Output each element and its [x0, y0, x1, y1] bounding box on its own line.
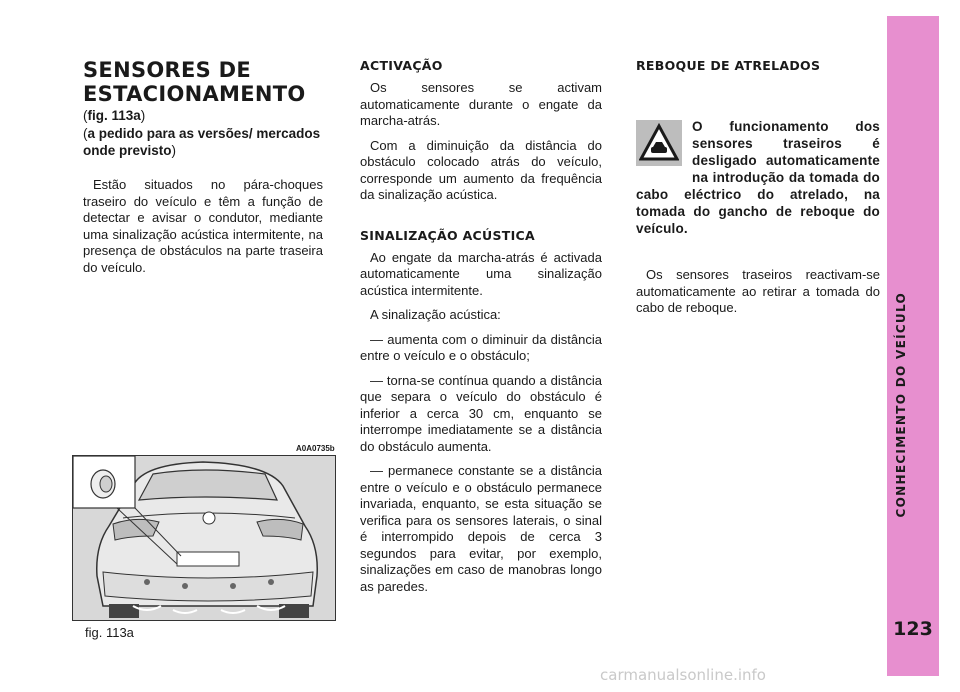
warning-block	[636, 118, 880, 237]
availability-note: (a pedido para as versões/ mercados onde previsto)	[83, 126, 321, 158]
paragraph: Os sensores se activam automaticamente durante o engate da marcha-atrás.	[360, 80, 602, 128]
heading-activation: ACTIVAÇÃO	[360, 58, 443, 73]
figure-caption: fig. 113a	[85, 625, 134, 640]
column-right	[636, 58, 880, 325]
watermark: carmanualsonline.info	[600, 666, 766, 684]
paragraph: A sinalização acústica:	[370, 307, 501, 322]
warning-triangle-car-icon	[636, 120, 682, 166]
column-middle	[360, 58, 602, 603]
figure-code: A0A0735b	[296, 444, 335, 453]
paragraph: Os sensores traseiros reactivam-se automaticamente ao retirar a tomada do cabo de reboque.	[636, 267, 880, 315]
paragraph: Com a diminuição da distância do obstáculo colocado atrás do veículo, corresponde um aumento da frequência da sinalização acústica.	[360, 137, 602, 202]
heading-trailer-towing: REBOQUE DE ATRELADOS	[636, 58, 821, 73]
column-left	[83, 58, 323, 284]
heading-acoustic-signal: SINALIZAÇÃO ACÚSTICA	[360, 227, 535, 243]
section-title: SENSORES DE ESTACIONAMENTO	[83, 58, 306, 106]
figure-car-rear	[72, 455, 336, 621]
figure-reference: (fig. 113a)	[83, 108, 146, 123]
intro-paragraph: Estão situados no pára-choques traseiro do veículo e têm a função de detectar e avisar o condutor, mediante uma sinalização acústica intermitente, na presença de obstáculos na parte traseira do veículo.	[83, 177, 323, 275]
list-item: — permanece constante se a distância entre o veículo e o obstáculo permanece invariada, enquanto, se esta situação se verifica para os sensores laterais, o sinal é interrompido depois de cerca 3 segundos para evitar, por exemplo, sinalizações em caso de manobras longo as paredes.	[360, 463, 602, 594]
warning-text: O funcionamento dos sensores traseiros é desligado automaticamente na introdução da tomada do cabo eléctrico do atrelado, na tomada do gancho de reboque do veículo.	[636, 119, 880, 236]
section-label: CONHECIMENTO DO VEÍCULO	[894, 292, 908, 518]
page-number: 123	[893, 618, 933, 640]
car-rear-illustration	[73, 456, 335, 620]
list-item: — aumenta com o diminuir da distância entre o veículo e o obstáculo;	[360, 331, 602, 363]
paragraph: Ao engate da marcha-atrás é activada automaticamente uma sinalização acústica intermitente.	[360, 249, 602, 298]
list-item: — torna-se contínua quando a distância que separa o veículo do obstáculo é inferior a cerca 30 cm, enquanto se interrompe imediatamente se a distância do obstáculo aumenta.	[360, 372, 602, 454]
